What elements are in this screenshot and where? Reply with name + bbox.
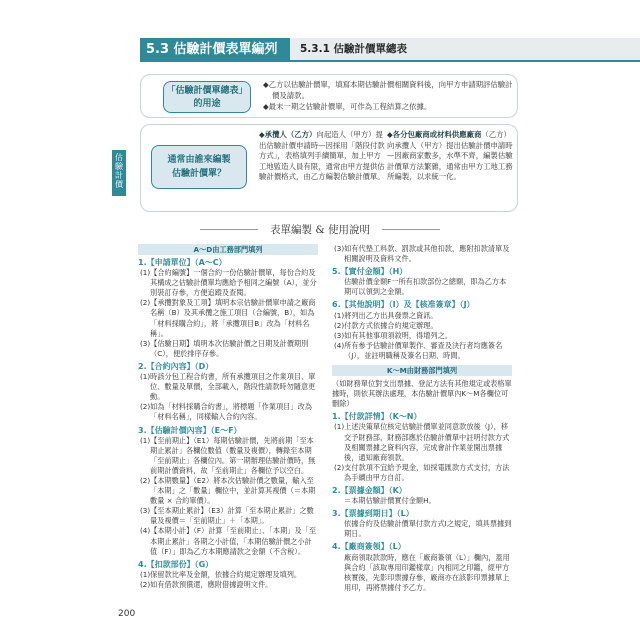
instructions-heading-text: 表單編製 & 使用說明 bbox=[269, 224, 371, 236]
who-prepares-box bbox=[140, 124, 518, 212]
section-title: 5.3 估驗計價表單編列 bbox=[140, 38, 290, 62]
who-label-line: 通常由誰來編製 bbox=[167, 155, 231, 165]
who-label-line: 估驗計價單？ bbox=[171, 169, 226, 179]
heading-rule-left bbox=[200, 229, 258, 230]
item-title: 3.【票據到期日】（L） bbox=[332, 509, 414, 519]
sub-item: (1)【合約編號】一個合約一份估驗計價單，每份合約及其構成之估驗計價單均應給予相同之編號（A），並分別裝訂存參，方便追蹤及查閱。 bbox=[140, 268, 317, 298]
contractor-title: ◆承攬人（乙方） bbox=[259, 130, 317, 139]
subsection-title: 5.3.1 估驗計價單總表 bbox=[290, 38, 640, 62]
purpose-label bbox=[163, 81, 251, 113]
who-prepares-label bbox=[151, 145, 247, 189]
purpose-label-line: 的用途 bbox=[193, 99, 221, 109]
sub-item: (3)如有其他事項須敘明，得增列之。 bbox=[334, 330, 452, 340]
item-title: 5.【實付金額】（H） bbox=[332, 267, 408, 277]
contractor-column bbox=[259, 130, 387, 183]
side-tab-char: 價 bbox=[115, 180, 123, 189]
engineering-dept-bar: A～D由工務部門填列 bbox=[138, 244, 318, 255]
contractor-text: 向起造人（甲方）提出估驗計價申請時—因採用「階段付款方式」，表格填列手續簡單，加上甲方工地監造人員有限，通常由甲方提供估驗計價格式，由乙方編製估驗計價單。 bbox=[259, 130, 385, 182]
subcontractor-text: （乙方）向承攬人（甲方）提出估驗計價申請時—因廠商家數多，水準不齊，編製估驗計價單方法繁雜，通常由甲方工地工務所編製，以求統一化。 bbox=[387, 130, 513, 182]
chapter-side-tab bbox=[112, 150, 126, 196]
finance-intro: （如財務單位對支出票據、登記方法有其他規定或表格單據時，則依其辦法處理，本估驗計價單內K～M各欄位可刪除） bbox=[332, 379, 512, 409]
finance-dept-bar: K～M由財務部門填列 bbox=[332, 365, 512, 376]
instructions-heading bbox=[200, 222, 440, 237]
purpose-list bbox=[263, 79, 513, 112]
subcontractor-column bbox=[387, 130, 515, 183]
item-title: 6.【其他說明】（I）及【核准簽章】（J） bbox=[332, 300, 475, 310]
purpose-label-line: 「估驗計價單總表」 bbox=[166, 86, 248, 96]
right-column bbox=[332, 244, 512, 593]
sub-item: (2)如有借款預償還，應附借據證明文件。 bbox=[140, 579, 273, 589]
sub-item: (3)【至本期止累計】（E3）計算「至本期止累計」之數量及複價＝「至前期止」＋「本期」。 bbox=[140, 506, 314, 526]
sub-item: (1)上述決策單位核定估驗計價單並同意款放後（J），移交予財務部，財務部應於估驗計價單中註明付款方式及相關票據之資料內容，完成會計作業並開出票據後，通知廠商領款。 bbox=[334, 422, 510, 462]
item-text: 依據合約及估驗計價單付款方式I之規定，填具票據到期日。 bbox=[344, 519, 512, 539]
section-header bbox=[140, 38, 520, 62]
heading-rule-right bbox=[382, 229, 440, 230]
purpose-item: ◆最末一期之估驗計價單，可作為工程結算之依據。 bbox=[263, 102, 432, 111]
sub-item: (2)支付款項不宜給予現金，如採電匯款方式支付，方法為手續由甲方自訂。 bbox=[334, 462, 510, 482]
sub-item: (4)【本期小計】（F）計算「至前期止」、「本期」及「至本期止累計」各期之小計值，「本期估驗計價之小計值（F）」即為乙方本期應請款之金額（不含稅）。 bbox=[140, 526, 317, 556]
sub-item: (2)如為「材料採購合約書」，將標題「作業項目」改為「材料名稱」，同樣輸入合約內容。 bbox=[140, 402, 312, 422]
sub-item: (1)【至前期止】（E1）每期估驗計價，先將前期「至本期止累計」各欄位數值（數量及複價），轉錄至本期「至前期止」各欄位內。第一期辦理估驗計價時，無前期計價資料，故「至前期止」各欄位予以空白。 bbox=[140, 435, 316, 475]
sub-item: (3)【估驗日期】填明本次估驗計價之日期及計價期別（C），便於排序存參。 bbox=[140, 338, 309, 358]
sub-item: (4)所有參予估驗計價單製作、審查及決行者均應簽名（J），並註明職稱及簽名日期、時間。 bbox=[334, 340, 503, 360]
item-title: 1.【申請單位】（A～C） bbox=[138, 258, 227, 267]
sub-item: (1)保留款比率及金額，依據合約規定辦理及填列。 bbox=[140, 569, 302, 579]
item-text: 廠商領取款款時，應在「廠商簽領（L）」欄內，蓋用與合約「該取專用印鑑樣章」內相同之印鑑，經甲方核實後，先影印票據存參，廠商亦在該影印票據單上用印，再將票據付予乙方。 bbox=[344, 552, 510, 592]
item-title: 4.【扣款部份】（G） bbox=[138, 559, 214, 569]
sub-item: (2)【承攬對象及工項】填明本宗估驗計價單申請之廠商名稱（B）及其承攬之施工項目（合編號，B），如為「材料採購合約」，將「承攬項目B」改為「材料名稱」。 bbox=[140, 298, 316, 338]
item-title: 2.【合約內容】（D） bbox=[138, 361, 214, 371]
left-column bbox=[138, 244, 318, 590]
side-tab-char: 計 bbox=[115, 171, 123, 180]
purpose-item: ◆乙方以估驗計價單，填寫本期估驗計價相關資料後，向甲方申請期評估驗計價及請款。 bbox=[263, 80, 513, 100]
sub-item: (2)付款方式依據合約規定辦理。 bbox=[334, 320, 438, 330]
item-title: 4.【廠商簽領】（L） bbox=[332, 542, 406, 552]
item-text: 估驗計價金額F一所有扣款部份之總額，即為乙方本期可以領到之金額。 bbox=[344, 277, 507, 297]
sub-item: (2)【本期數量】（E2）將本次估驗計價之數量，輸入至「本期」之「數量」欄位中，並計算其複價（＝本期數量 × 合約單價）。 bbox=[140, 475, 316, 506]
subcontractor-title: ◆各分包廠商或材料供應廠商 bbox=[387, 130, 482, 139]
item-title: 1.【付款詳情】（K～N） bbox=[332, 412, 422, 422]
sub-item: (3)如有代墊工料款、罰款或其他扣款，應附扣款清單及相關說明及資料文件。 bbox=[334, 244, 510, 264]
sub-item: (1)將列出乙方出具發票之資訊。 bbox=[334, 310, 438, 320]
side-tab-char: 估 bbox=[115, 153, 123, 162]
side-tab-char: 驗 bbox=[115, 162, 123, 171]
page-number: 200 bbox=[118, 609, 136, 619]
purpose-box bbox=[140, 74, 518, 118]
item-title: 2.【票據金額】（K） bbox=[332, 485, 407, 495]
sub-item: (1)時該分包工程合約書，所有承攬項目之作業項目、單位、數量及單價，全部載入，階段性請款時勿隨意更動。 bbox=[140, 372, 316, 402]
item-title: 3.【估驗計價內容】（E～F） bbox=[138, 425, 242, 435]
item-text: ＝本期估驗計價實付金額H。 bbox=[344, 496, 436, 506]
